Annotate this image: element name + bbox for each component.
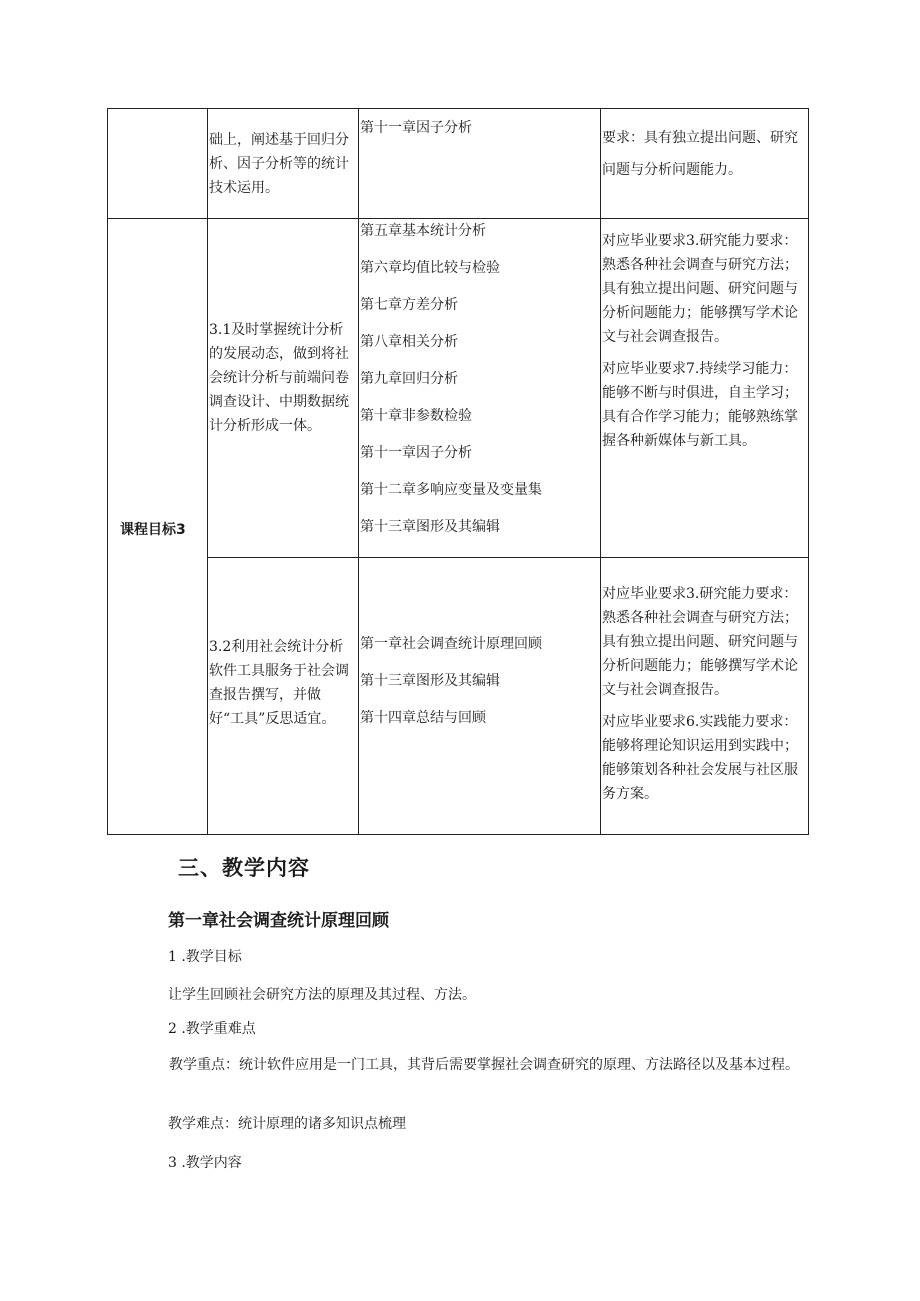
chapter-item: 第七章方差分析 [360,297,458,313]
chapter-item: 第十三章图形及其编辑 [360,673,500,689]
chapter-item: 第八章相关分析 [360,334,458,350]
chapter-item: 第九章回归分析 [360,371,458,387]
table-border-top [107,108,809,109]
table-row-divider-2 [207,557,809,558]
table-cell-requirements-top: 要求：具有独立提出问题、研究问题与分析问题能力。 [602,130,798,178]
key-point-text: 教学重点：统计软件应用是一门工具，其背后需要掌握社会调查研究的原理、方法路径以及基本过程。 [169,1057,799,1073]
table-cell-objective-3-2: 3.2利用社会统计分析软件工具服务于社会调查报告撰写，并做好“工具”反思适宜。 [209,639,349,727]
chapter-item: 第十一章因子分析 [360,120,472,136]
item2-heading: 2 .教学重难点 [168,1021,256,1037]
item1-text: 让学生回顾社会研究方法的原理及其过程、方法。 [168,987,476,1003]
section-title: 三、教学内容 [178,856,310,880]
item1-heading: 1 .教学目标 [168,949,242,965]
table-cell-objective-3-1: 3.1及时掌握统计分析的发展动态，做到将社会统计分析与前端问卷调查设计、中期数据统计分析形成一体。 [209,322,349,434]
chapter-item: 第十章非参数检验 [360,408,472,424]
difficult-point-text: 教学难点：统计原理的诸多知识点梳理 [168,1116,406,1132]
chapter-item: 第六章均值比较与检验 [360,260,500,276]
chapter-item: 第十三章图形及其编辑 [360,519,500,535]
chapter-item: 第十四章总结与回顾 [360,710,486,726]
table-cell-objective-top: 础上，阐述基于回归分析、因子分析等的统计技术运用。 [209,132,349,196]
chapter-item: 第十一章因子分析 [360,445,472,461]
table-cell-requirements-3-1: 对应毕业要求3.研究能力要求：熟悉各种社会调查与研究方法；具有独立提出问题、研究问题与分析问题能力；能够撰写学术论文与社会调查报告。 对应毕业要求7.持续学习能力：能够不断与时俱进，自主学习；具有合作学习能力；能够熟练掌握各种新媒体与新工具。 [602,233,798,449]
chapter-title: 第一章社会调查统计原理回顾 [168,911,389,931]
table-cell-chapters-3-1 [360,219,598,554]
item3-heading: 3 .教学内容 [168,1155,242,1171]
chapter-item: 第五章基本统计分析 [360,223,486,239]
table-cell-chapters-3-2 [360,632,598,752]
chapter-item: 第十二章多响应变量及变量集 [360,482,542,498]
table-border-bottom [107,834,809,835]
goal-label: 课程目标3 [120,522,186,538]
chapter-item: 第一章社会调查统计原理回顾 [360,636,542,652]
table-cell-requirements-3-2: 对应毕业要求3.研究能力要求：熟悉各种社会调查与研究方法；具有独立提出问题、研究问题与分析问题能力；能够撰写学术论文与社会调查报告。 对应毕业要求6.实践能力要求：能够将理论知识运用到实践中；能够策划各种社会发展与社区服务方案。 [602,586,798,802]
table-cell-chapters-top [360,116,598,206]
